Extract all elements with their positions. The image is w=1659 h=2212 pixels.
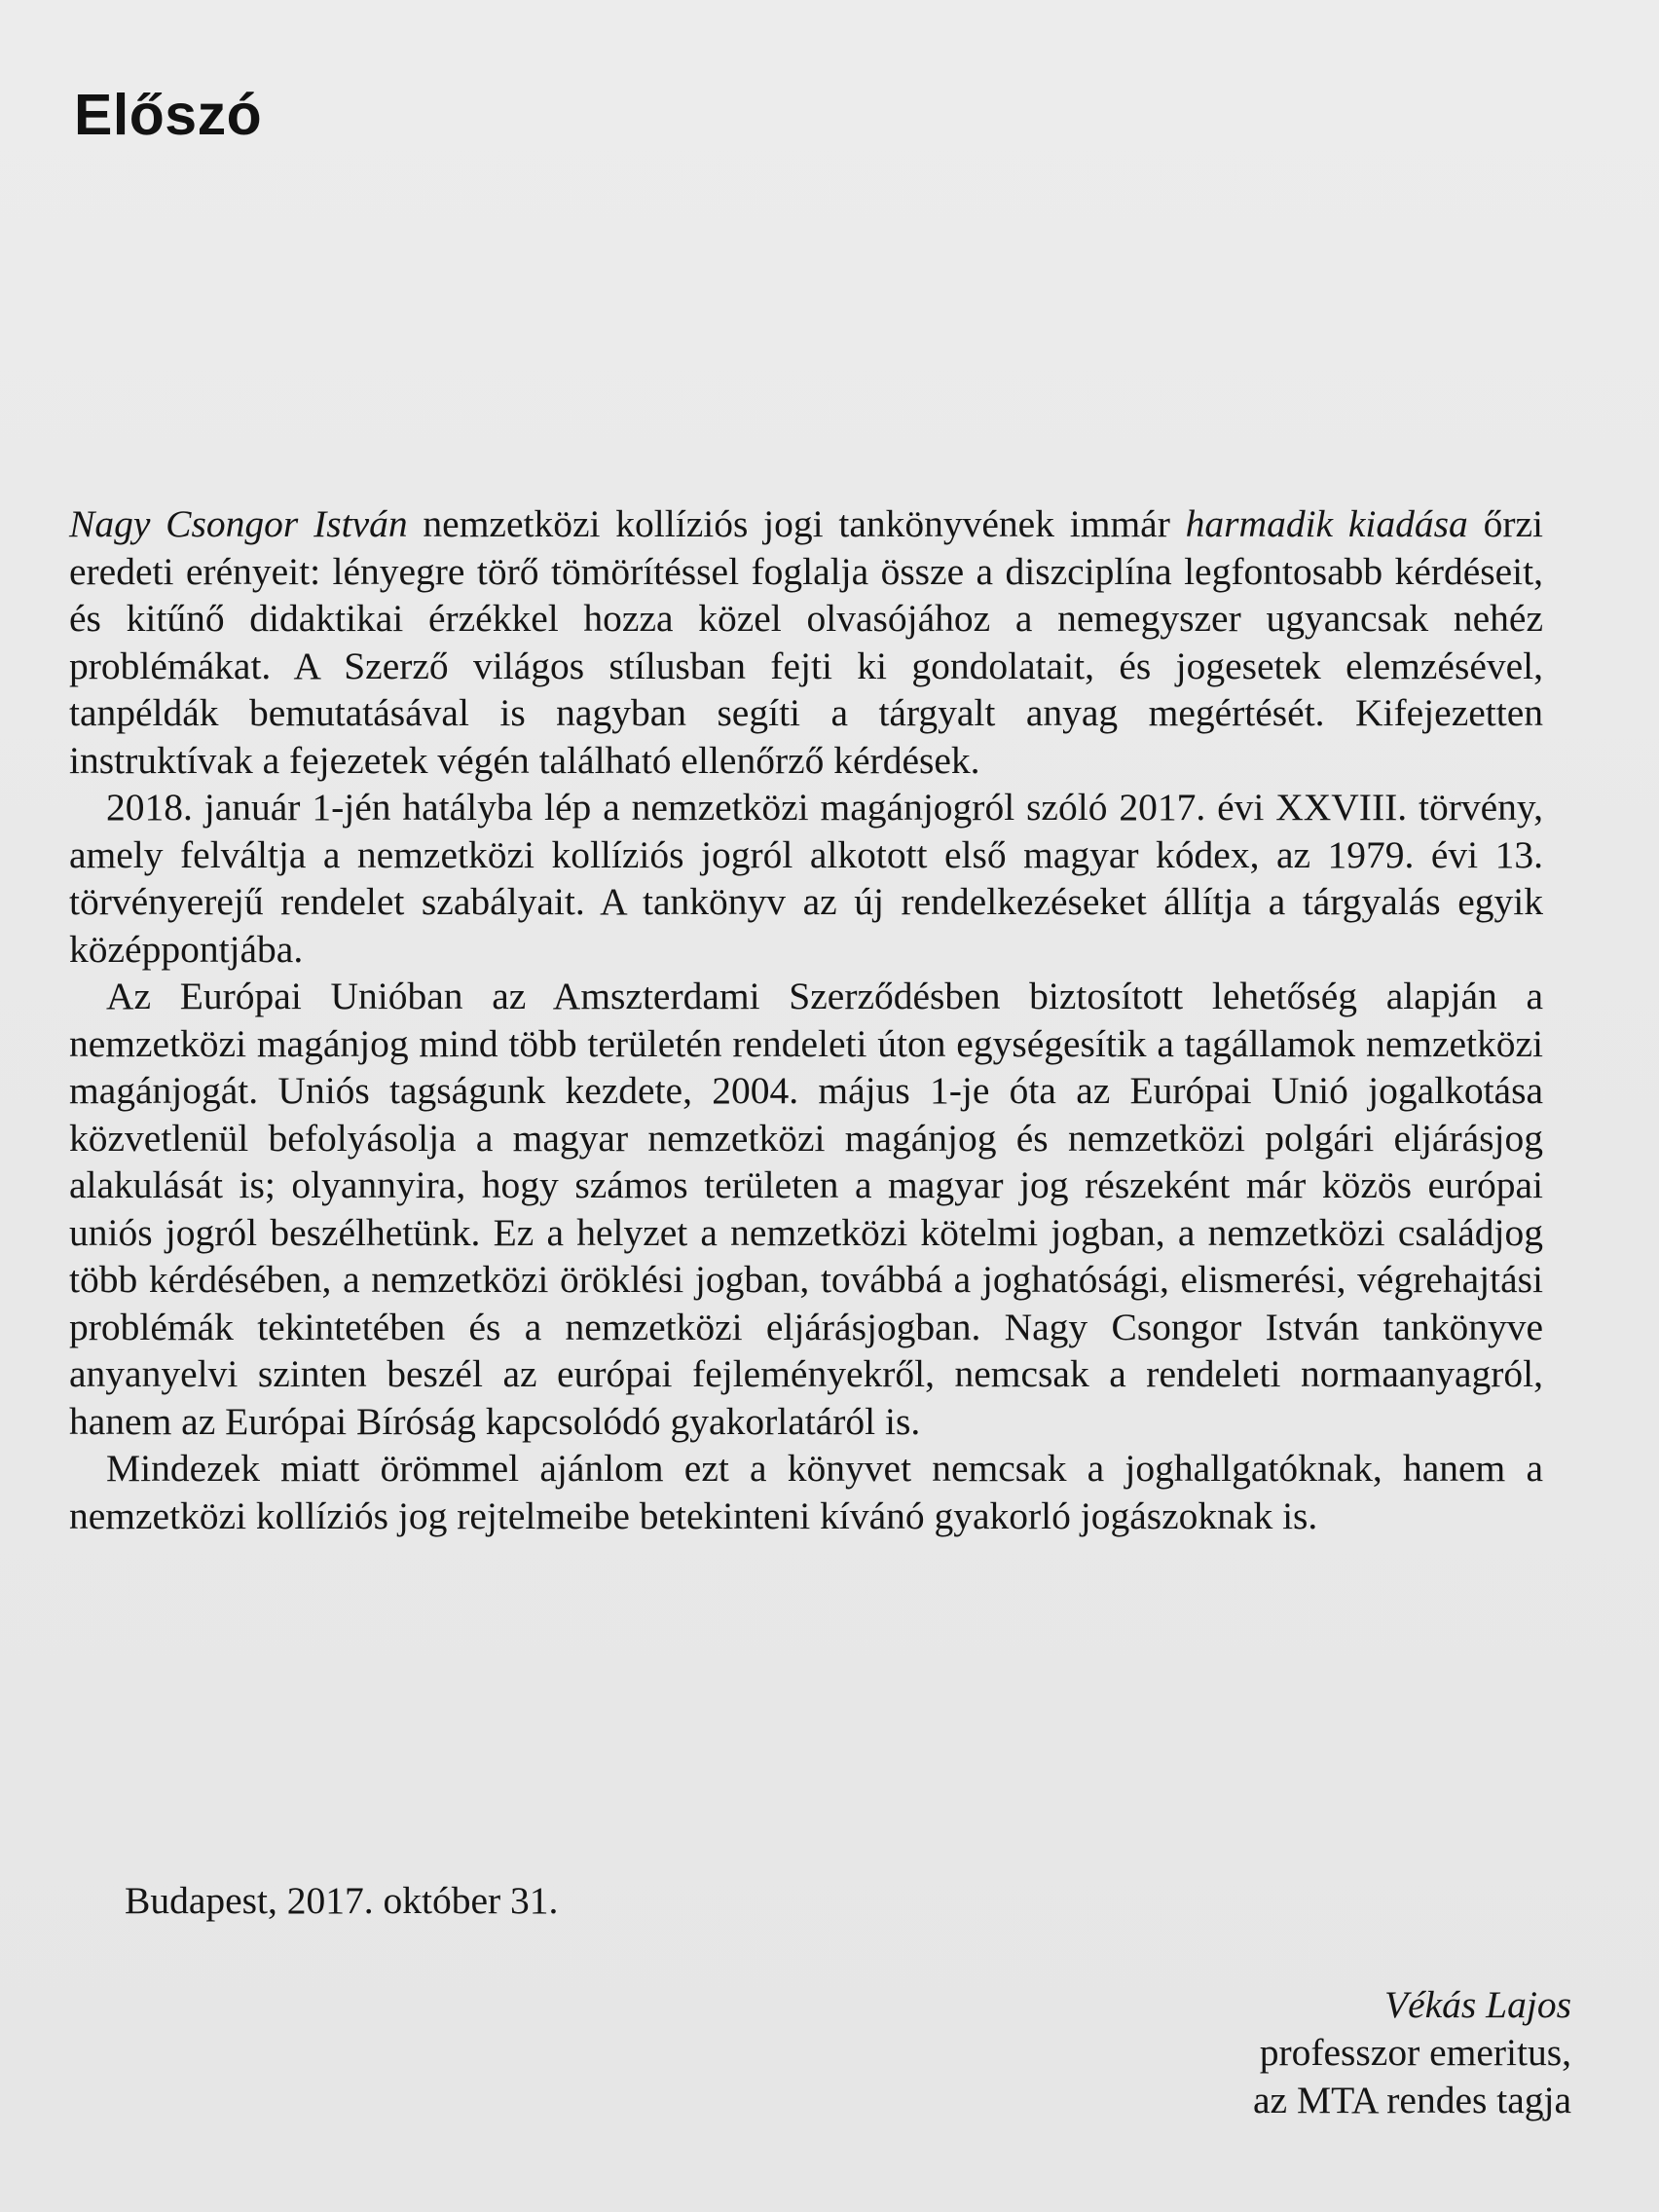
- dateline: Budapest, 2017. október 31.: [125, 1879, 559, 1922]
- preface-body: [69, 500, 1543, 1539]
- signature-name: Vékás Lajos: [1383, 1983, 1571, 2026]
- paragraph-1-text-b: őrzi eredeti erényeit: lényegre törő tömörítéssel foglalja össze a diszciplína legfontosabb kérdéseit, és kitűnő didaktikai érzékkel hozza közel olvasójához a nemegyszer ugyancsak nehéz problémákat. A Szerző világos stílusban fejti ki gondolatait, és jogesetek elemzésével, tanpéldák bemutatásával is nagyban segíti a tárgyalt anyag megértését. Kifejezetten instruktívak a fejezetek végén található ellenőrző kérdések.: [69, 502, 1543, 782]
- paragraph-2: 2018. január 1-jén hatályba lép a nemzetközi magánjogról szóló 2017. évi XXVIII. törvény, amely felváltja a nemzetközi kollíziós jogról alkotott első magyar kódex, az 1979. évi 13. törvényerejű rendelet szabályait. A tankönyv az új rendelkezéseket állítja a tárgyalás egyik középpontjába.: [69, 786, 1543, 971]
- signature-block: [1253, 1981, 1571, 2124]
- signature-affiliation: az MTA rendes tagja: [1253, 2079, 1571, 2121]
- author-name: Nagy Csongor István: [69, 502, 408, 545]
- paragraph-1: [69, 500, 1543, 784]
- page-title: Előszó: [74, 83, 263, 147]
- signature-title: professzor emeritus,: [1259, 2031, 1571, 2074]
- edition-label: harmadik kiadása: [1185, 502, 1468, 545]
- paragraph-1-text-a: nemzetközi kollíziós jogi tankönyvének immár: [407, 502, 1186, 545]
- paragraph-4: Mindezek miatt örömmel ajánlom ezt a könyvet nemcsak a joghallgatóknak, hanem a nemzetközi kollíziós jog rejtelmeibe betekinteni kívánó gyakorló jogászoknak is.: [69, 1447, 1543, 1537]
- paragraph-3: Az Európai Unióban az Amszterdami Szerződésben biztosított lehetőség alapján a nemzetközi magánjog mind több területén rendeleti úton egységesítik a tagállamok nemzetközi magánjogát. Uniós tagságunk kezdete, 2004. május 1-je óta az Európai Unió jogalkotása közvetlenül befolyásolja a magyar nemzetközi magánjog és nemzetközi polgári eljárásjog alakulását is; olyannyira, hogy számos területen a magyar jog részeként már közös európai uniós jogról beszélhetünk. Ez a helyzet a nemzetközi kötelmi jogban, a nemzetközi családjog több kérdésében, a nemzetközi öröklési jogban, továbbá a joghatósági, elismerési, végrehajtási problémák tekintetében és a nemzetközi eljárásjogban. Nagy Csongor István tankönyve anyanyelvi szinten beszél az európai fejleményekről, nemcsak a rendeleti normaanyagról, hanem az Európai Bíróság kapcsolódó gyakorlatáról is.: [69, 975, 1543, 1443]
